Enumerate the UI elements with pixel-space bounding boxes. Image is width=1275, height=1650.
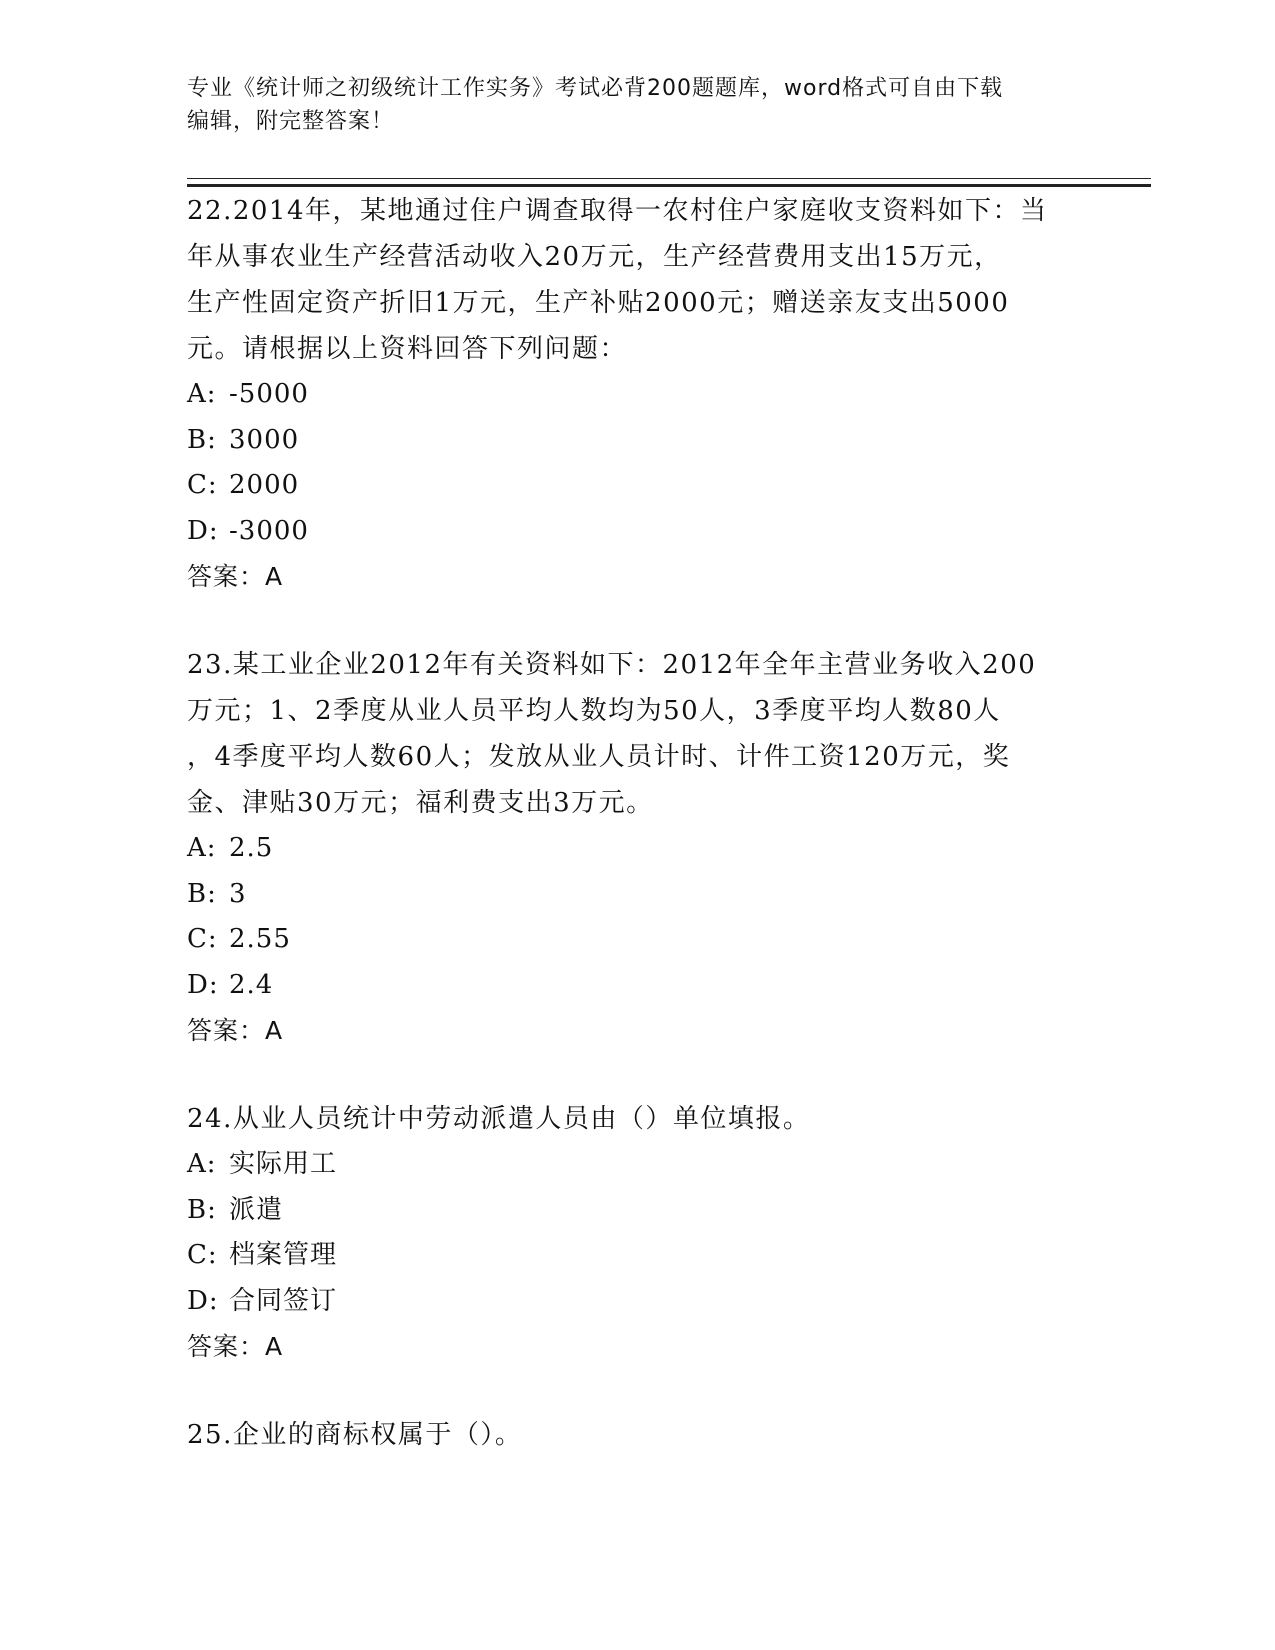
header-divider-thin <box>187 178 1151 179</box>
header-line-1: 专业《统计师之初级统计工作实务》考试必背200题题库，word格式可自由下载 <box>187 76 1004 101</box>
question-text-line: ，4季度平均人数60人；发放从业人员计时、计件工资120万元，奖 <box>187 742 1011 772</box>
question-list <box>187 188 1087 1500</box>
question-text-line: 生产性固定资产折旧1万元，生产补贴2000元；赠送亲友支出5000 <box>187 288 1010 318</box>
option-a: A: 实际用工 <box>187 1149 338 1179</box>
question-24 <box>187 1096 1087 1370</box>
option-c: C: 2.55 <box>187 924 291 954</box>
option-a: A: -5000 <box>187 379 309 409</box>
option-c: C: 档案管理 <box>187 1240 338 1270</box>
question-text-line: 元。请根据以上资料回答下列问题： <box>187 334 628 364</box>
question-22 <box>187 188 1087 600</box>
option-d: D: -3000 <box>187 515 309 546</box>
option-c: C: 2000 <box>187 470 300 500</box>
question-25 <box>187 1412 1087 1458</box>
question-text-line: 23.某工业企业2012年有关资料如下：2012年全年主营业务收入200 <box>187 650 1037 680</box>
question-text-line: 万元；1、2季度从业人员平均人数均为50人，3季度平均人数80人 <box>187 696 1001 726</box>
document-header <box>187 72 1087 138</box>
option-b: B: 3000 <box>187 424 300 455</box>
question-text-line: 金、津贴30万元；福利费支出3万元。 <box>187 788 654 818</box>
answer-line: 答案：A <box>187 1332 284 1361</box>
option-d: D: 2.4 <box>187 969 274 1000</box>
header-line-2: 编辑，附完整答案！ <box>187 109 395 134</box>
option-a: A: 2.5 <box>187 833 274 863</box>
question-23 <box>187 642 1087 1054</box>
answer-line: 答案：A <box>187 1016 284 1045</box>
answer-line: 答案：A <box>187 562 284 591</box>
question-text-line: 24.从业人员统计中劳动派遣人员由（）单位填报。 <box>187 1104 811 1134</box>
option-b: B: 派遣 <box>187 1194 284 1225</box>
question-text-line: 25.企业的商标权属于（）。 <box>187 1420 523 1450</box>
header-divider-thick <box>187 184 1151 187</box>
question-text-line: 22.2014年，某地通过住户调查取得一农村住户家庭收支资料如下：当 <box>187 196 1048 226</box>
question-text-line: 年从事农业生产经营活动收入20万元，生产经营费用支出15万元， <box>187 242 1002 272</box>
option-d: D: 合同签订 <box>187 1285 338 1316</box>
option-b: B: 3 <box>187 878 247 909</box>
